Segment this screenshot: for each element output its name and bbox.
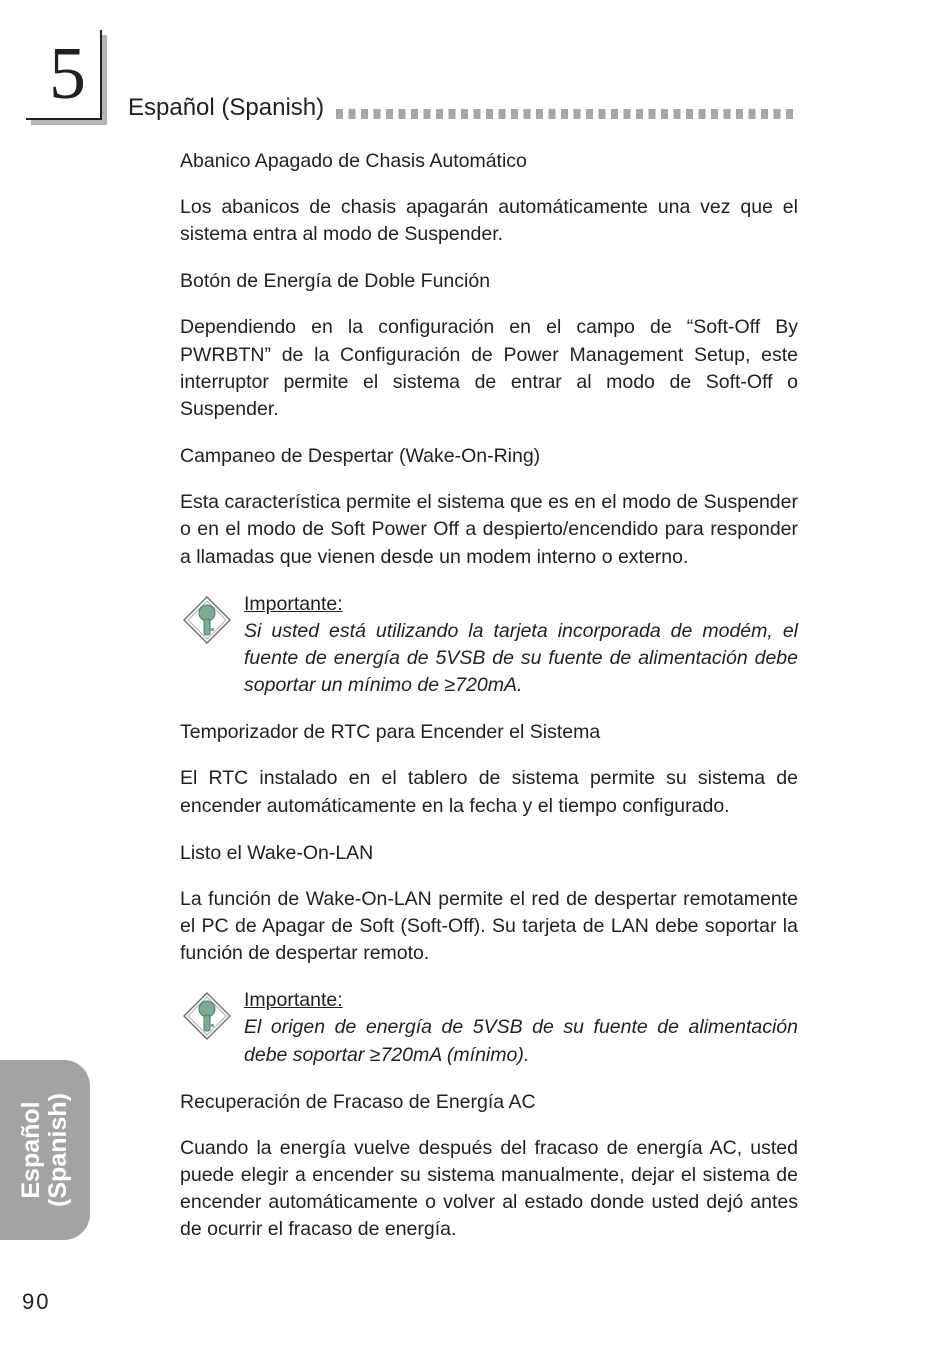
dot-leader: [336, 109, 798, 119]
page-number: 90: [22, 1289, 51, 1314]
key-icon: [182, 991, 232, 1041]
chapter-number: 5: [49, 33, 86, 115]
section-body: Los abanicos de chasis apagarán automáticamente una vez que el sistema entra al modo de Suspender.: [180, 196, 798, 246]
key-icon: [182, 595, 232, 645]
section-title: Español (Spanish): [128, 94, 325, 121]
section-heading: Botón de Energía de Doble Función: [180, 270, 491, 293]
section-heading: Recuperación de Fracaso de Energía AC: [180, 1090, 536, 1113]
side-tab-label: [18, 1093, 72, 1207]
note-body: El origen de energía de 5VSB de su fuente de alimentación debe soportar ≥720mA (mínimo).: [244, 1016, 798, 1066]
section-heading: Campaneo de Despertar (Wake-On-Ring): [180, 445, 541, 468]
note-title: Importante:: [244, 989, 343, 1012]
side-tab: [0, 1060, 90, 1240]
page-content: [180, 148, 798, 1264]
section-heading: Temporizador de RTC para Encender el Sistema: [180, 721, 601, 744]
note-body: Si usted está utilizando la tarjeta incorporada de modém, el fuente de energía de 5VSB de su fuente de alimentación debe soportar un mínimo de ≥720mA.: [244, 619, 798, 697]
chapter-box: [26, 30, 102, 120]
side-tab-line: (Spanish): [44, 1093, 72, 1207]
important-note: [180, 987, 798, 1068]
note-title: Importante:: [244, 592, 343, 615]
important-note: [180, 591, 798, 700]
side-tab-line: Español: [17, 1101, 45, 1199]
section-body: El RTC instalado en el tablero de sistema permite su sistema de encender automáticamente en la fecha y el tiempo configurado.: [180, 767, 798, 817]
section-body: Esta característica permite el sistema que es en el modo de Suspender o en el modo de Soft Power Off a despierto/encendido para responder a llamadas que vienen desde un modem interno o externo.: [180, 491, 798, 568]
section-heading: Listo el Wake-On-LAN: [180, 841, 374, 864]
section-body: Dependiendo en la configuración en el campo de “Soft-Off By PWRBTN” de la Configuración de Power Management Setup, este interruptor permite el sistema de entrar al modo de Soft-Off o Suspender.: [180, 316, 798, 421]
section-body: Cuando la energía vuelve después del fracaso de energía AC, usted puede elegir a encender su sistema manualmente, dejar el sistema de encender automáticamente o volver al estado donde usted dejó antes de ocurrir el fracaso de energía.: [180, 1136, 798, 1241]
section-body: La función de Wake-On-LAN permite el red de despertar remotamente el PC de Apagar de Soft (Soft-Off). Su tarjeta de LAN debe soportar la función de despertar remoto.: [180, 887, 798, 965]
section-heading: Abanico Apagado de Chasis Automático: [180, 150, 527, 172]
